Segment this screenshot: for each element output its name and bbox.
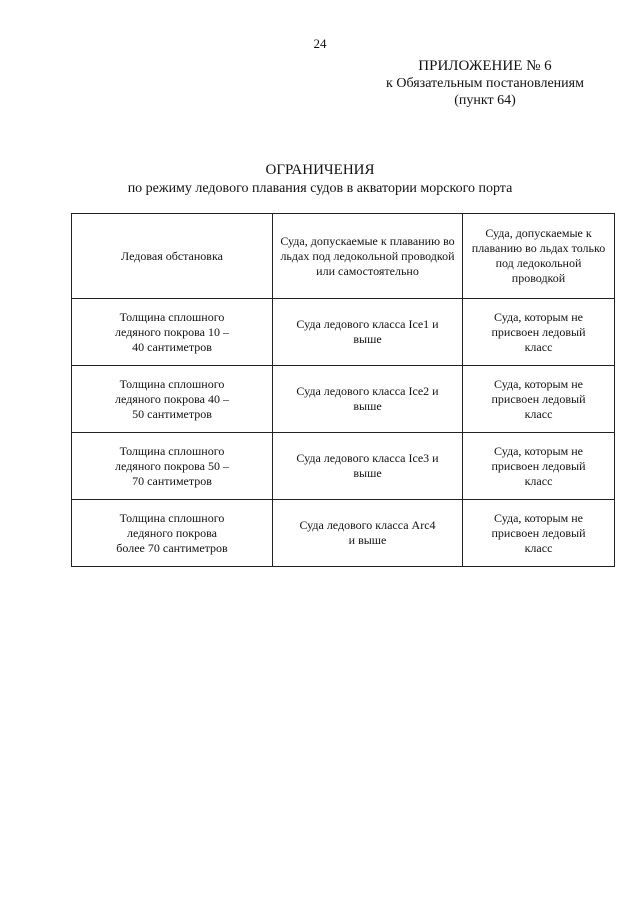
document-subtitle: по режиму ледового плавания судов в акватории морского порта [127,181,513,196]
document-title: ОГРАНИЧЕНИЯ [265,162,375,178]
header-escort-only-vessels: Суда, допускаемые к плаванию во льдах только под ледокольной проводкой [463,214,615,299]
page-number: 24 [313,36,327,51]
escort-only-cell: Суда, которым не присвоен ледовый класс [463,299,615,366]
ice-condition-cell: Толщина сплошного ледяного покрова 40 – 50 сантиметров [72,366,273,433]
annex-title: ПРИЛОЖЕНИЕ № 6 [418,58,552,74]
allowed-vessels-cell: Суда ледового класса Ice2 и выше [273,366,463,433]
table-header-row [72,214,615,299]
ice-condition-cell: Толщина сплошного ледяного покрова более 70 сантиметров [72,500,273,567]
annex-block [360,58,610,109]
ice-condition-cell: Толщина сплошного ледяного покрова 10 – 40 сантиметров [72,299,273,366]
table-row [72,366,615,433]
escort-only-cell: Суда, которым не присвоен ледовый класс [463,500,615,567]
escort-only-cell: Суда, которым не присвоен ледовый класс [463,366,615,433]
allowed-vessels-cell: Суда ледового класса Ice1 и выше [273,299,463,366]
table-row [72,500,615,567]
table-row [72,299,615,366]
header-allowed-vessels: Суда, допускаемые к плаванию во льдах под ледокольной проводкой или самостоятельно [273,214,463,299]
allowed-vessels-cell: Суда ледового класса Ice3 и выше [273,433,463,500]
header-ice-conditions: Ледовая обстановка [72,214,273,299]
allowed-vessels-cell: Суда ледового класса Arc4 и выше [273,500,463,567]
annex-clause: (пункт 64) [454,93,516,108]
escort-only-cell: Суда, которым не присвоен ледовый класс [463,433,615,500]
table-row [72,433,615,500]
ice-condition-cell: Толщина сплошного ледяного покрова 50 – 70 сантиметров [72,433,273,500]
ice-limits-table [71,213,615,567]
annex-reference: к Обязательным постановлениям [386,76,584,91]
